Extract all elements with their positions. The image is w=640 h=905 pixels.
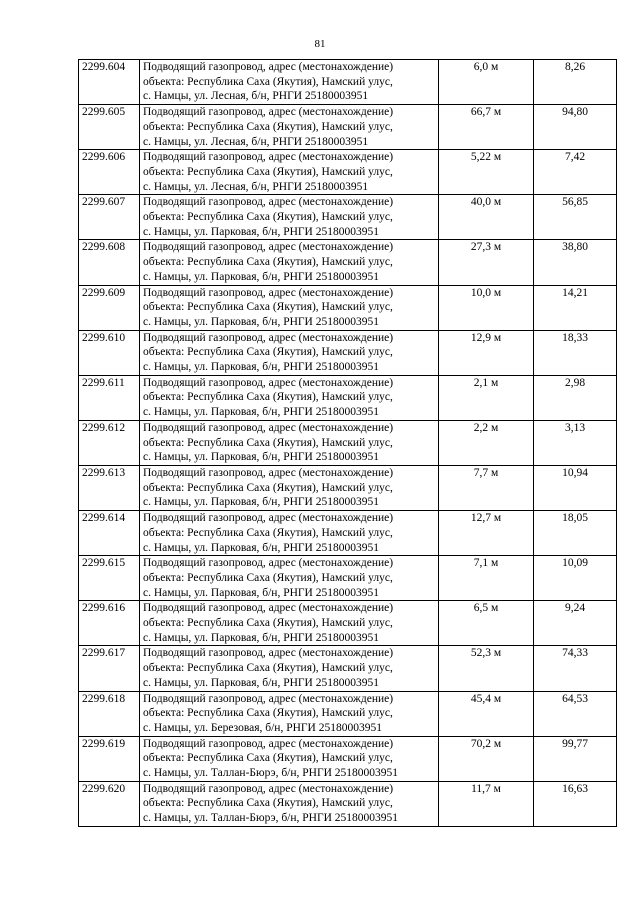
row-description-cell: Подводящий газопровод, адрес (местонахождение) объекта: Республика Саха (Якутия), Намский улус, с. Намцы, ул. Таллан-Бюрэ, б/н, РНГИ 25180003951 (140, 781, 439, 826)
row-number-cell: 2299.617 (79, 646, 140, 691)
row-description-cell: Подводящий газопровод, адрес (местонахождение) объекта: Республика Саха (Якутия), Намский улус, с. Намцы, ул. Парковая, б/н, РНГИ 25180003951 (140, 375, 439, 420)
row-description-cell: Подводящий газопровод, адрес (местонахождение) объекта: Республика Саха (Якутия), Намский улус, с. Намцы, ул. Парковая, б/н, РНГИ 25180003951 (140, 195, 439, 240)
row-number-cell: 2299.606 (79, 150, 140, 195)
row-number-cell: 2299.610 (79, 330, 140, 375)
row-number-cell: 2299.620 (79, 781, 140, 826)
registry-table-body (79, 60, 617, 827)
row-value-cell: 18,33 (534, 330, 617, 375)
row-value-cell: 10,94 (534, 465, 617, 510)
row-value-cell: 64,53 (534, 691, 617, 736)
table-row (79, 511, 617, 556)
row-length-cell: 11,7 м (439, 781, 534, 826)
table-row (79, 150, 617, 195)
row-value-cell: 10,09 (534, 556, 617, 601)
row-value-cell: 56,85 (534, 195, 617, 240)
row-number-cell: 2299.608 (79, 240, 140, 285)
row-value-cell: 3,13 (534, 420, 617, 465)
row-description-cell: Подводящий газопровод, адрес (местонахождение) объекта: Республика Саха (Якутия), Намский улус, с. Намцы, ул. Лесная, б/н, РНГИ 25180003951 (140, 150, 439, 195)
row-length-cell: 45,4 м (439, 691, 534, 736)
row-description-cell: Подводящий газопровод, адрес (местонахождение) объекта: Республика Саха (Якутия), Намский улус, с. Намцы, ул. Парковая, б/н, РНГИ 25180003951 (140, 240, 439, 285)
table-row (79, 105, 617, 150)
row-number-cell: 2299.609 (79, 285, 140, 330)
row-value-cell: 14,21 (534, 285, 617, 330)
row-number-cell: 2299.611 (79, 375, 140, 420)
row-value-cell: 38,80 (534, 240, 617, 285)
table-row (79, 691, 617, 736)
row-number-cell: 2299.613 (79, 465, 140, 510)
row-number-cell: 2299.604 (79, 60, 140, 105)
row-length-cell: 66,7 м (439, 105, 534, 150)
row-value-cell: 2,98 (534, 375, 617, 420)
table-row (79, 240, 617, 285)
row-length-cell: 5,22 м (439, 150, 534, 195)
table-row (79, 375, 617, 420)
row-description-cell: Подводящий газопровод, адрес (местонахождение) объекта: Республика Саха (Якутия), Намский улус, с. Намцы, ул. Парковая, б/н, РНГИ 25180003951 (140, 646, 439, 691)
row-value-cell: 7,42 (534, 150, 617, 195)
row-length-cell: 12,9 м (439, 330, 534, 375)
row-length-cell: 52,3 м (439, 646, 534, 691)
row-length-cell: 27,3 м (439, 240, 534, 285)
row-number-cell: 2299.607 (79, 195, 140, 240)
row-description-cell: Подводящий газопровод, адрес (местонахождение) объекта: Республика Саха (Якутия), Намский улус, с. Намцы, ул. Таллан-Бюрэ, б/н, РНГИ 25180003951 (140, 736, 439, 781)
row-number-cell: 2299.618 (79, 691, 140, 736)
row-length-cell: 10,0 м (439, 285, 534, 330)
table-row (79, 285, 617, 330)
row-value-cell: 94,80 (534, 105, 617, 150)
table-row (79, 556, 617, 601)
table-row (79, 420, 617, 465)
row-number-cell: 2299.616 (79, 601, 140, 646)
row-length-cell: 6,5 м (439, 601, 534, 646)
table-row (79, 465, 617, 510)
row-number-cell: 2299.615 (79, 556, 140, 601)
row-length-cell: 7,1 м (439, 556, 534, 601)
row-value-cell: 99,77 (534, 736, 617, 781)
row-description-cell: Подводящий газопровод, адрес (местонахождение) объекта: Республика Саха (Якутия), Намский улус, с. Намцы, ул. Парковая, б/н, РНГИ 25180003951 (140, 601, 439, 646)
row-length-cell: 40,0 м (439, 195, 534, 240)
row-description-cell: Подводящий газопровод, адрес (местонахождение) объекта: Республика Саха (Якутия), Намский улус, с. Намцы, ул. Березовая, б/н, РНГИ 25180003951 (140, 691, 439, 736)
row-length-cell: 2,2 м (439, 420, 534, 465)
row-value-cell: 74,33 (534, 646, 617, 691)
registry-table (78, 59, 617, 827)
table-row (79, 646, 617, 691)
row-length-cell: 12,7 м (439, 511, 534, 556)
row-length-cell: 2,1 м (439, 375, 534, 420)
row-number-cell: 2299.605 (79, 105, 140, 150)
row-description-cell: Подводящий газопровод, адрес (местонахождение) объекта: Республика Саха (Якутия), Намский улус, с. Намцы, ул. Парковая, б/н, РНГИ 25180003951 (140, 330, 439, 375)
row-number-cell: 2299.619 (79, 736, 140, 781)
row-description-cell: Подводящий газопровод, адрес (местонахождение) объекта: Республика Саха (Якутия), Намский улус, с. Намцы, ул. Лесная, б/н, РНГИ 25180003951 (140, 60, 439, 105)
row-length-cell: 70,2 м (439, 736, 534, 781)
row-description-cell: Подводящий газопровод, адрес (местонахождение) объекта: Республика Саха (Якутия), Намский улус, с. Намцы, ул. Парковая, б/н, РНГИ 25180003951 (140, 556, 439, 601)
row-value-cell: 9,24 (534, 601, 617, 646)
table-row (79, 601, 617, 646)
row-description-cell: Подводящий газопровод, адрес (местонахождение) объекта: Республика Саха (Якутия), Намский улус, с. Намцы, ул. Парковая, б/н, РНГИ 25180003951 (140, 465, 439, 510)
table-row (79, 60, 617, 105)
row-value-cell: 16,63 (534, 781, 617, 826)
row-description-cell: Подводящий газопровод, адрес (местонахождение) объекта: Республика Саха (Якутия), Намский улус, с. Намцы, ул. Лесная, б/н, РНГИ 25180003951 (140, 105, 439, 150)
table-row (79, 330, 617, 375)
table-row (79, 736, 617, 781)
row-value-cell: 8,26 (534, 60, 617, 105)
row-length-cell: 7,7 м (439, 465, 534, 510)
table-row (79, 781, 617, 826)
row-description-cell: Подводящий газопровод, адрес (местонахождение) объекта: Республика Саха (Якутия), Намский улус, с. Намцы, ул. Парковая, б/н, РНГИ 25180003951 (140, 285, 439, 330)
page-number: 81 (314, 38, 326, 50)
row-number-cell: 2299.612 (79, 420, 140, 465)
row-description-cell: Подводящий газопровод, адрес (местонахождение) объекта: Республика Саха (Якутия), Намский улус, с. Намцы, ул. Парковая, б/н, РНГИ 25180003951 (140, 511, 439, 556)
row-number-cell: 2299.614 (79, 511, 140, 556)
row-length-cell: 6,0 м (439, 60, 534, 105)
row-description-cell: Подводящий газопровод, адрес (местонахождение) объекта: Республика Саха (Якутия), Намский улус, с. Намцы, ул. Парковая, б/н, РНГИ 25180003951 (140, 420, 439, 465)
row-value-cell: 18,05 (534, 511, 617, 556)
table-row (79, 195, 617, 240)
